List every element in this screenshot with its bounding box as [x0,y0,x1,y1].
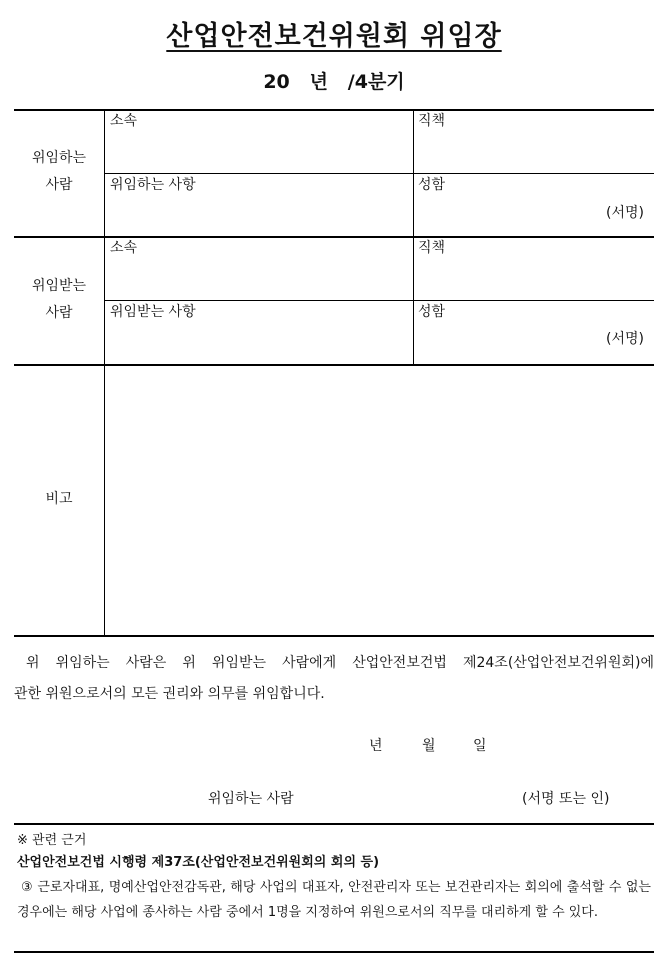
delegatee-matters-field[interactable]: 위임받는 사항 [110,304,196,320]
row-divider [104,300,654,301]
notes-top-border [14,823,654,825]
notes-section [17,831,651,925]
field-column-divider [413,301,414,365]
document-title: 산업안전보건위원회 위임장 [166,21,502,52]
delegator-signature[interactable]: (서명) [606,205,644,221]
field-column-divider [413,110,414,174]
period-subtitle: 20 년 /4분기 [263,71,405,93]
delegator-position-field[interactable]: 직책 [418,113,446,129]
delegator-label: 위임하는 사람 [31,150,87,193]
delegator-matters-field[interactable]: 위임하는 사항 [110,177,196,193]
table-bottom-border [14,635,654,637]
remarks-label: 비고 [45,491,73,507]
delegatee-position-field[interactable]: 직책 [418,240,446,256]
statement-line-2: 관한 위원으로서의 모든 권리와 의무를 위임합니다. [14,686,325,702]
notes-heading: ※ 관련 근거 [17,833,87,848]
signer-signature[interactable]: (서명 또는 인) [522,791,610,807]
section-divider [14,364,654,366]
date-year[interactable]: 년 [369,738,383,754]
table-top-border [14,109,654,111]
delegator-affiliation-field[interactable]: 소속 [110,113,138,129]
signer-label: 위임하는 사람 [208,791,294,807]
notes-body: ③ 근로자대표, 명예산업안전감독관, 해당 사업의 대표자, 안전관리자 또는 보건관리자는 회의에 출석할 수 없는 경우에는 해당 사업에 종사하는 사람 중에서 1명을 지정하여 위원으로서의 직무를 대리하게 할 수 있다. [17,880,651,920]
delegatee-signature[interactable]: (서명) [606,331,644,347]
delegator-name-field[interactable]: 성함 [418,177,446,193]
delegatee-name-field[interactable]: 성함 [418,304,446,320]
date-month[interactable]: 월 [422,738,436,754]
field-column-divider [413,237,414,301]
delegatee-label: 위임받는 사람 [31,278,87,321]
notes-bottom-border [14,951,654,953]
delegatee-affiliation-field[interactable]: 소속 [110,240,138,256]
notes-law-reference: 산업안전보건법 시행령 제37조(산업안전보건위원회의 회의 등) [17,855,380,870]
statement-line-1: 위 위임하는 사람은 위 위임받는 사람에게 산업안전보건법 제24조(산업안전보건위원회)에 [26,655,654,671]
label-column-divider [104,110,105,636]
remarks-field[interactable] [106,367,654,634]
section-divider [14,236,654,238]
row-divider [104,173,654,174]
date-day[interactable]: 일 [473,738,487,754]
field-column-divider [413,174,414,237]
delegation-statement [14,648,654,710]
